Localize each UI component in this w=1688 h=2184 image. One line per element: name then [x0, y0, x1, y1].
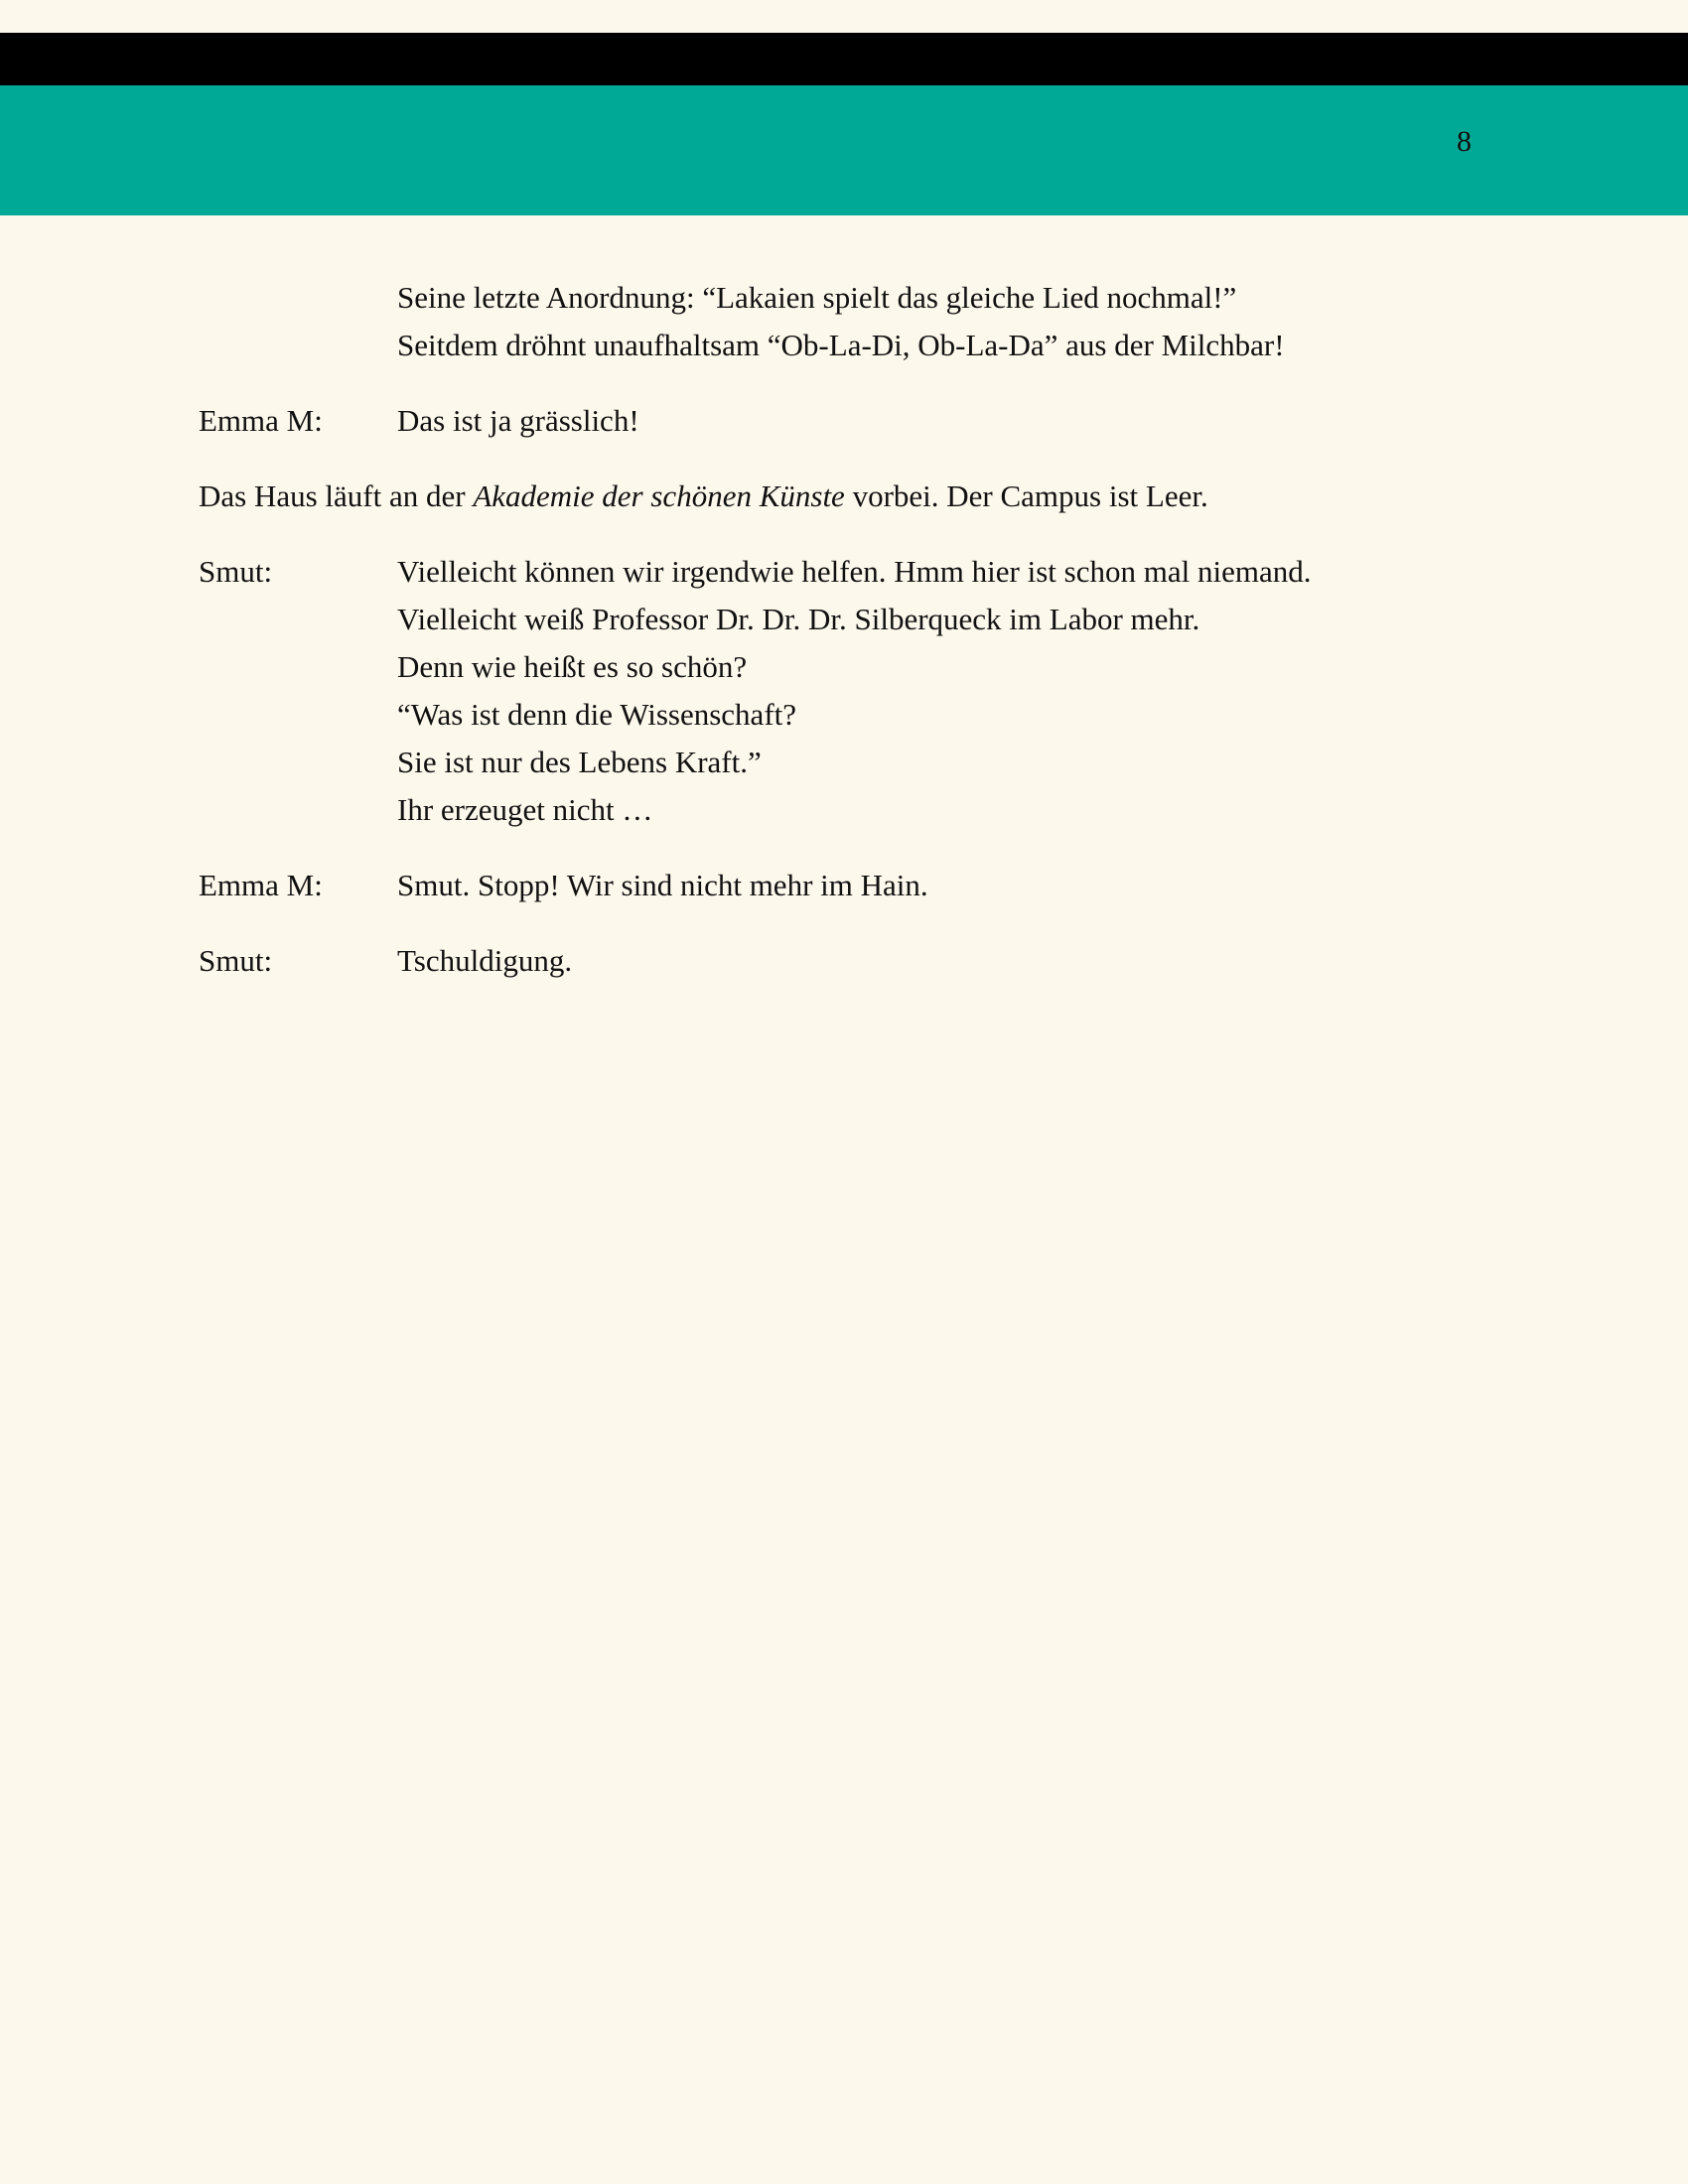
page-header-band [0, 85, 1688, 215]
dialogue-lines [397, 937, 1489, 985]
stage-direction-emphasis: Akademie der schönen Künste [473, 478, 845, 513]
dialogue-lines [397, 862, 1489, 909]
dialogue-line: Vielleicht können wir irgendwie helfen. Hmm hier ist schon mal niemand. [397, 554, 1312, 589]
dialogue-line: “Was ist denn die Wissenschaft? [397, 697, 797, 732]
speaker-name: Smut: [199, 554, 273, 589]
dialogue-line: Vielleicht weiß Professor Dr. Dr. Dr. Silberqueck im Labor mehr. [397, 602, 1200, 636]
stage-direction [199, 473, 1489, 520]
stage-direction-text-after: vorbei. Der Campus ist Leer. [844, 478, 1208, 513]
top-black-bar [0, 33, 1688, 85]
dialogue-lines [397, 548, 1489, 834]
dialogue-continuation [199, 274, 1489, 369]
dialogue-line: Denn wie heißt es so schön? [397, 649, 748, 684]
page-number: 8 [1457, 125, 1472, 158]
dialogue-block-smut-2 [199, 937, 1489, 985]
speaker-name: Smut: [199, 943, 273, 978]
dialogue-block-emma-1 [199, 397, 1489, 445]
dialogue-lines [397, 397, 1489, 445]
speaker-name: Emma M: [199, 403, 323, 438]
dialogue-line: Seine letzte Anordnung: “Lakaien spielt das gleiche Lied nochmal!” [397, 280, 1237, 315]
dialogue-line: Tschuldigung. [397, 943, 573, 978]
dialogue-line: Das ist ja grässlich! [397, 403, 639, 438]
dialogue-block-smut-1 [199, 548, 1489, 834]
stage-direction-text-before: Das Haus läuft an der [199, 478, 474, 513]
dialogue-line: Ihr erzeuget nicht … [397, 792, 653, 827]
dialogue-lines [397, 274, 1489, 369]
speaker-name: Emma M: [199, 868, 323, 902]
script-content [199, 274, 1489, 1013]
dialogue-block-emma-2 [199, 862, 1489, 909]
dialogue-line: Smut. Stopp! Wir sind nicht mehr im Hain. [397, 868, 928, 902]
dialogue-line: Sie ist nur des Lebens Kraft.” [397, 745, 762, 779]
dialogue-line: Seitdem dröhnt unaufhaltsam “Ob-La-Di, Ob-La-Da” aus der Milchbar! [397, 328, 1285, 362]
speaker-empty [199, 274, 397, 369]
